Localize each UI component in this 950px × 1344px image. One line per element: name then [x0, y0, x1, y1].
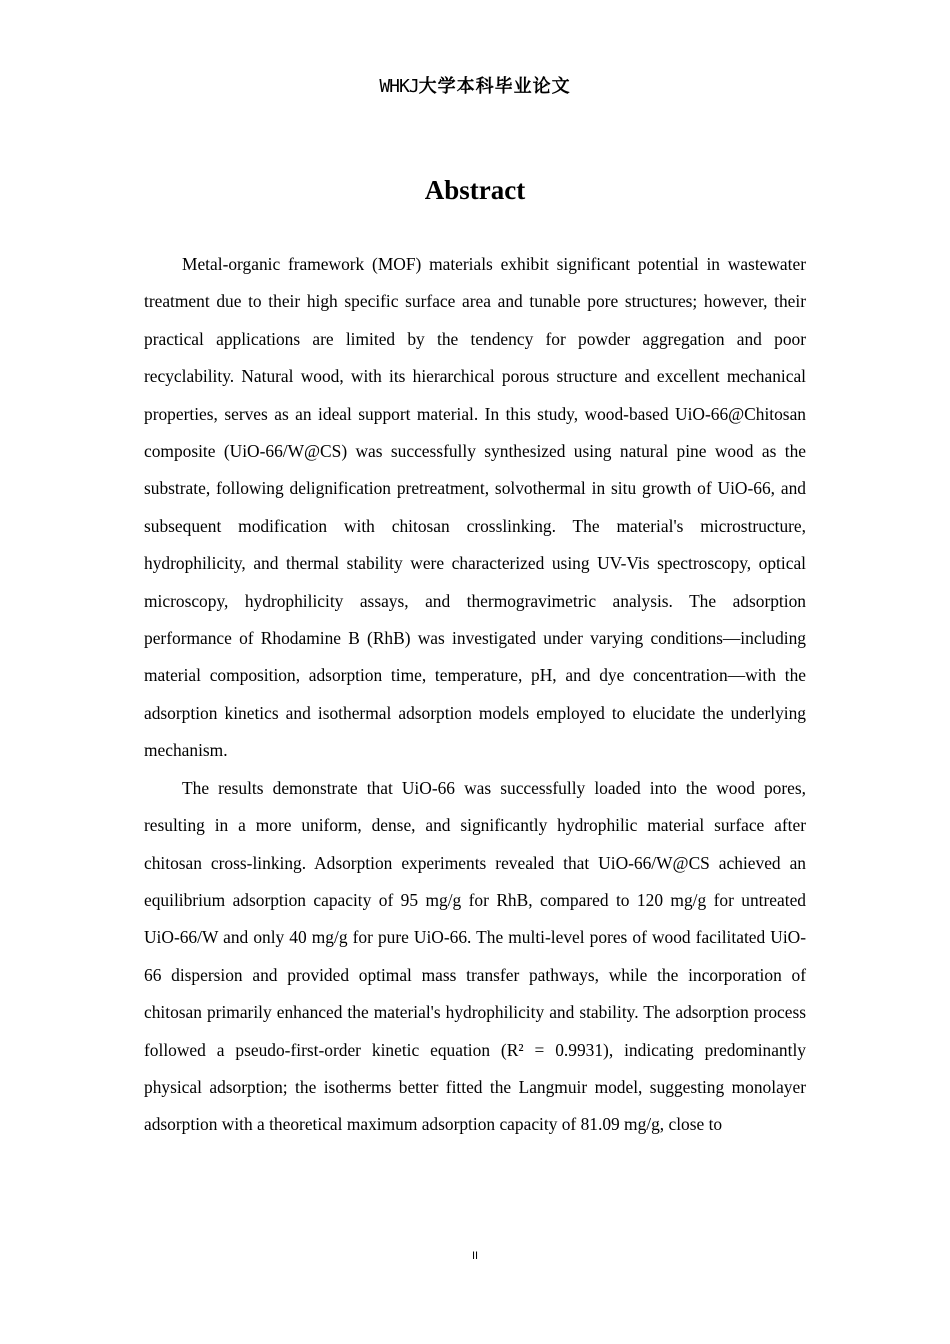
abstract-paragraph-1: Metal-organic framework (MOF) materials exhibit significant potential in wastewater treatment due to their high specific surface area and tunable pore structures; however, their practical applications are limited by the tendency for powder aggregation and poor recyclability. Natural wood, with its hierarchical porous structure and excellent mechanical properties, serves as an ideal support material. In this study, wood-based UiO-66@Chitosan composite (UiO-66/W@CS) was successfully synthesized using natural pine wood as the substrate, following delignification pretreatment, solvothermal in situ growth of UiO-66, and subsequent modification with chitosan crosslinking. The material's microstructure, hydrophilicity, and thermal stability were characterized using UV-Vis spectroscopy, optical microscopy, hydrophilicity assays, and thermogravimetric analysis. The adsorption performance of Rhodamine B (RhB) was investigated under varying conditions—including material composition, adsorption time, temperature, pH, and dye concentration—with the adsorption kinetics and isothermal adsorption models employed to elucidate the underlying mechanism. — [144, 254, 806, 761]
abstract-paragraph-2: The results demonstrate that UiO-66 was successfully loaded into the wood pores, resulting in a more uniform, dense, and significantly hydrophilic material surface after chitosan cross-linking. Adsorption experiments revealed that UiO-66/W@CS achieved an equilibrium adsorption capacity of 95 mg/g for RhB, compared to 120 mg/g for untreated UiO-66/W and only 40 mg/g for pure UiO-66. The multi-level pores of wood facilitated UiO-66 dispersion and provided optimal mass transfer pathways, while the incorporation of chitosan primarily enhanced the material's hydrophilicity and stability. The adsorption process followed a pseudo-first-order kinetic equation (R² = 0.9931), indicating predominantly physical adsorption; the isotherms better fitted the Langmuir model, suggesting monolayer adsorption with a theoretical maximum adsorption capacity of 81.09 mg/g, close to — [144, 777, 806, 1135]
header-cjk: 大学本科毕业论文 — [418, 76, 571, 97]
header-latin: WHKJ — [379, 76, 419, 97]
abstract-title: Abstract — [424, 175, 526, 205]
abstract-body — [144, 246, 806, 1144]
page-number: II — [471, 1250, 479, 1262]
running-header — [0, 74, 950, 100]
